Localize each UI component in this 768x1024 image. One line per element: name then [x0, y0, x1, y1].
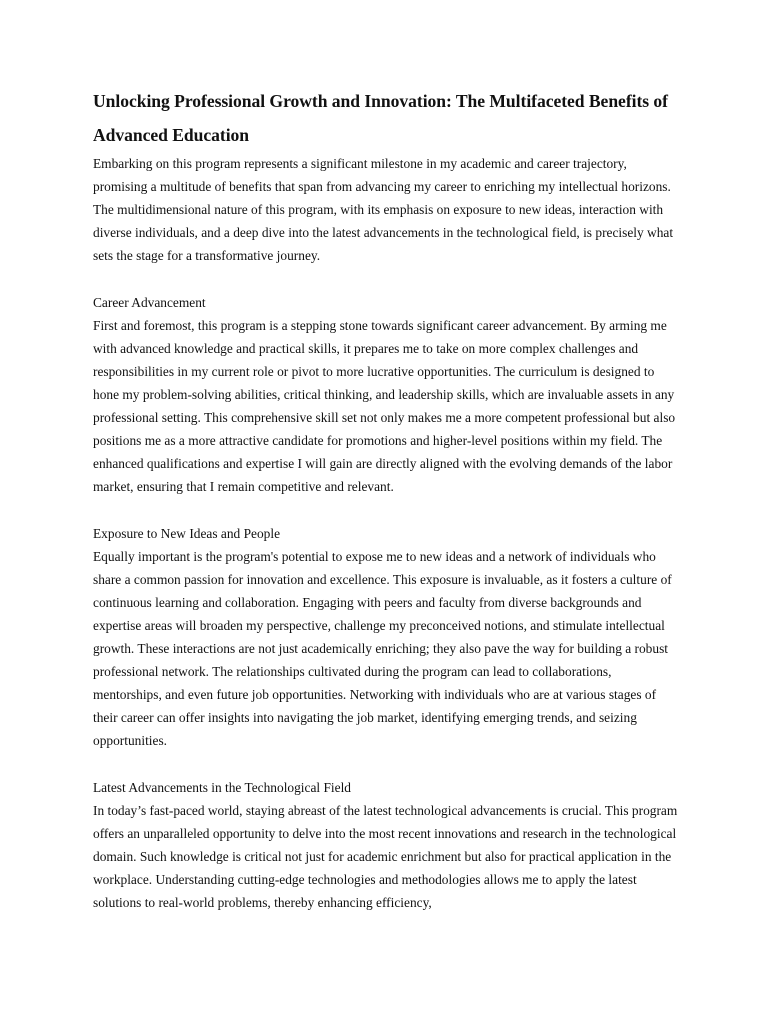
section-body-technology: In today’s fast-paced world, staying abreast of the latest technological advancements is crucial. This program offers an unparalleled opportunity to delve into the most recent innovations and research in the technological domain. Such knowledge is critical not just for academic enrichment but also for practical application in the workplace. Understanding cutting-edge technologies and methodologies allows me to apply the latest solutions to real-world problems, thereby enhancing efficiency,	[93, 802, 678, 910]
section-heading-technology: Latest Advancements in the Technological Field	[93, 779, 352, 795]
section-heading-exposure: Exposure to New Ideas and People	[93, 525, 281, 541]
document-title: Unlocking Professional Growth and Innovation: The Multifaceted Benefits of Advanced Education	[93, 91, 668, 145]
section-heading-career-advancement: Career Advancement	[93, 294, 206, 310]
intro-paragraph: Embarking on this program represents a significant milestone in my academic and career trajectory, promising a multitude of benefits that span from advancing my career to enriching my intellectual horizons. The multidimensional nature of this program, with its emphasis on exposure to new ideas, interaction with diverse individuals, and a deep dive into the latest advancements in the technological field, is precisely what sets the stage for a transformative journey.	[93, 156, 674, 264]
section-body-exposure: Equally important is the program's potential to expose me to new ideas and a network of individuals who share a common passion for innovation and excellence. This exposure is invaluable, as it fosters a culture of continuous learning and collaboration. Engaging with peers and faculty from diverse backgrounds and expertise areas will broaden my perspective, challenge my preconceived notions, and stimulate intellectual growth. These interactions are not just academically enriching; they also pave the way for building a robust professional network. The relationships cultivated during the program can lead to collaborations, mentorships, and even future job opportunities. Networking with individuals who are at various stages of their career can offer insights into navigating the job market, identifying emerging trends, and seizing opportunities.	[93, 548, 672, 749]
section-body-career-advancement: First and foremost, this program is a stepping stone towards significant career advancement. By arming me with advanced knowledge and practical skills, it prepares me to take on more complex challenges and responsibilities in my current role or pivot to more lucrative opportunities. The curriculum is designed to hone my problem-solving abilities, critical thinking, and leadership skills, which are invaluable assets in any professional setting. This comprehensive skill set not only makes me a more competent professional but also positions me as a more attractive candidate for promotions and higher-level positions within my field. The enhanced qualifications and expertise I will gain are directly aligned with the evolving demands of the labor market, ensuring that I remain competitive and relevant.	[93, 317, 676, 495]
document-page	[93, 84, 683, 914]
